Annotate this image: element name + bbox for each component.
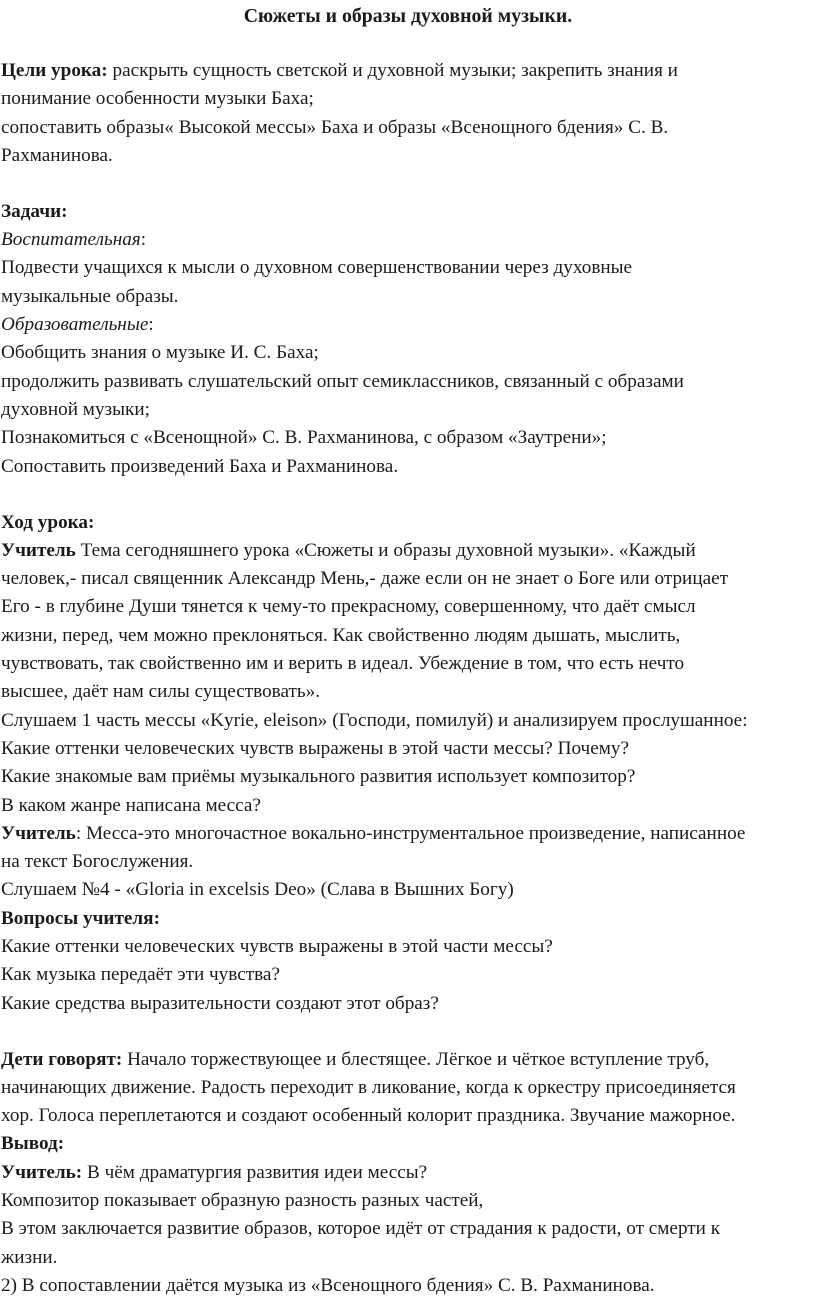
conclusion-text-1: В чём драматургия развития идеи мессы? xyxy=(82,1161,428,1183)
kids-line-1 xyxy=(1,1046,813,1074)
question-line-1: Какие оттенки человеческих чувств выражены в этой части мессы? Почему? xyxy=(1,737,629,759)
learning-line-3: духовной музыки; xyxy=(1,398,150,420)
kids-line-3: хор. Голоса переплетаются и создают особенный колорит праздника. Звучание мажорное. xyxy=(1,1105,736,1127)
teacher-mass-text-1: : Месса-это многочастное вокально-инструментальное произведение, написанное xyxy=(75,822,746,844)
goals-text-1: раскрыть сущность светской и духовной музыки; закрепить знания и xyxy=(107,60,678,81)
goals-line-2: понимание особенности музыки Баха; xyxy=(1,88,314,110)
educational-colon: : xyxy=(140,229,147,251)
question-line-5: Как музыка передаёт эти чувства? xyxy=(1,964,280,986)
question-line-3: В каком жанре написана месса? xyxy=(1,794,261,816)
conclusion-line-4: жизни. xyxy=(1,1246,58,1268)
page-title: Сюжеты и образы духовной музыки. xyxy=(243,5,573,27)
teacher-questions-label: Вопросы учителя: xyxy=(1,907,160,929)
educational-subheading xyxy=(1,226,813,254)
teacher-intro-line-2: человек,- писал священник Александр Мень,- даже если он не знает о Боге или отрицает xyxy=(1,568,729,590)
learning-line-1: Обобщить знания о музыке И. С. Баха; xyxy=(1,342,319,364)
learning-subheading xyxy=(1,311,813,339)
listen-gloria-line: Слушаем №4 - «Gloria in excelsis Deo» (Слава в Вышних Богу) xyxy=(1,879,514,901)
educational-line-2: музыкальные образы. xyxy=(1,285,179,307)
goals-line-3: сопоставить образы« Высокой мессы» Баха и образы «Всенощного бдения» С. В. xyxy=(1,116,669,138)
listen-kyrie-line: Слушаем 1 часть мессы «Kyrie, eleison» (Господи, помилуй) и анализируем прослушанное: xyxy=(1,709,748,731)
kids-text-1: Начало торжествующее и блестящее. Лёгкое и чёткое вступление труб, xyxy=(122,1048,710,1070)
teacher-intro-line-3: Его - в глубине Души тянется к чему-то прекрасному, совершенному, что даёт смысл xyxy=(1,596,696,618)
lesson-label: Ход урока: xyxy=(1,511,95,533)
teacher-intro-line-6: высшее, даёт нам силы существовать». xyxy=(1,681,321,703)
learning-line-4: Познакомиться с «Всенощной» С. В. Рахманинова, с образом «Заутрени»; xyxy=(1,427,607,449)
teacher-intro-line-5: чувствовать, так свойственно им и верить в идеал. Убеждение в том, что есть нечто xyxy=(1,653,685,675)
conclusion-line-2: Композитор показывает образную разность разных частей, xyxy=(1,1190,484,1212)
educational-line-1: Подвести учащихся к мысли о духовном совершенствовании через духовные xyxy=(1,257,633,279)
teacher-label: Учитель xyxy=(1,822,76,844)
spacer xyxy=(1,170,813,198)
conclusion-heading xyxy=(1,1130,813,1158)
document-body xyxy=(1,57,813,1300)
learning-line-2: продолжить развивать слушательский опыт семиклассников, связанный с образами xyxy=(1,370,684,392)
teacher-mass-line-2: на текст Богослужения. xyxy=(1,851,194,873)
question-line-6: Какие средства выразительности создают этот образ? xyxy=(1,992,439,1014)
learning-colon: : xyxy=(148,314,154,336)
kids-line-2: начинающих движение. Радость переходит в ликование, когда к оркестру присоединяется xyxy=(1,1076,736,1098)
question-line-2: Какие знакомые вам приёмы музыкального развития использует композитор? xyxy=(1,766,636,788)
teacher-intro-text-1: Тема сегодняшнего урока «Сюжеты и образы духовной музыки». «Каждый xyxy=(75,539,696,561)
kids-label: Дети говорят: xyxy=(1,1048,123,1070)
conclusion-line-5: 2) В сопоставлении даётся музыка из «Всенощного бдения» С. В. Рахманинова. xyxy=(1,1274,655,1296)
teacher-label: Учитель: xyxy=(1,1161,83,1183)
conclusion-line-1 xyxy=(1,1159,813,1187)
educational-label: Воспитательная xyxy=(1,229,141,251)
learning-label: Образовательные xyxy=(1,314,149,336)
tasks-label: Задачи: xyxy=(1,200,68,222)
teacher-intro-line-4: жизни, перед, чем можно преклоняться. Как свойственно людям дышать, мыслить, xyxy=(1,624,681,646)
conclusion-line-3: В этом заключается развитие образов, которое идёт от страдания к радости, от смерти к xyxy=(1,1218,721,1240)
tasks-heading xyxy=(1,198,813,226)
teacher-label: Учитель xyxy=(1,539,76,561)
teacher-questions-heading xyxy=(1,905,813,933)
goals-line-1 xyxy=(1,57,813,85)
spacer xyxy=(1,1018,813,1046)
teacher-intro-line-1 xyxy=(1,537,813,565)
lesson-heading xyxy=(1,509,813,537)
goals-label: Цели урока: xyxy=(1,60,108,81)
conclusion-label: Вывод: xyxy=(1,1133,65,1155)
goals-line-4: Рахманинова. xyxy=(1,144,113,166)
teacher-mass-line-1 xyxy=(1,820,813,848)
question-line-4: Какие оттенки человеческих чувств выражены в этой части мессы? xyxy=(1,935,553,957)
spacer xyxy=(1,481,813,509)
learning-line-5: Сопоставить произведений Баха и Рахманинова. xyxy=(1,455,399,477)
